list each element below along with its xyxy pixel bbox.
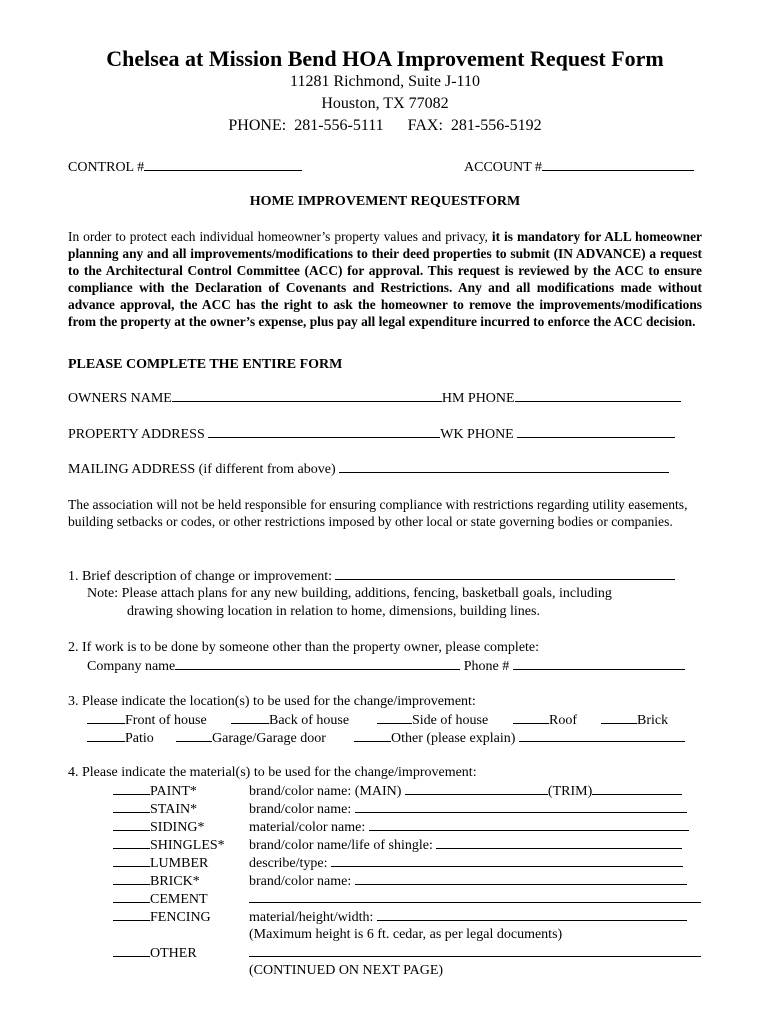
lumber-details [249,854,683,872]
lumber-desc-label: describe/type: [249,856,328,871]
location-front [87,711,207,729]
intro-text: In order to protect each individual homeowner’s property values and privacy, [68,229,492,244]
intro-mandatory-text: it is mandatory for ALL homeowner planning any and all improvements/modifications to their deed properties to submit (IN ADVANCE) a request to the Architectural Control Committee (ACC) for approval. This request is reviewed by the ACC to ensure compliance with the Declaration of Covenants and Restrictions. Any and all modifications made without advance approval, the ACC has the right to ask the homeowner to remove the improvements/modifications from the property at the owner’s expense, plus pay all legal expenditure incurred to enforce the ACC decision. [68,229,702,329]
roof-label: Roof [549,713,577,728]
paint-trim-input[interactable] [592,782,682,795]
form-title: Chelsea at Mission Bend HOA Improvement Request Form [106,46,664,71]
fencing-input[interactable] [377,908,687,921]
garage-label: Garage/Garage door [212,731,326,746]
question-3-text: 3. Please indicate the location(s) to be used for the change/improvement: [68,694,476,709]
brick-input[interactable] [355,872,687,885]
form-heading: HOME IMPROVEMENT REQUESTFORM [249,194,521,209]
fencing-note: (Maximum height is 6 ft. cedar, as per legal documents) [249,927,563,942]
brick-checkbox[interactable] [601,711,637,724]
location-brick [601,711,668,729]
other-location-input[interactable] [519,729,685,742]
mailing-address-field [68,460,669,478]
location-back [231,711,349,729]
paint-label: PAINT* [150,784,197,799]
siding-label: SIDING* [150,820,205,835]
location-other [354,729,685,747]
side-checkbox[interactable] [377,711,412,724]
address-line-1: 11281 Richmond, Suite J-110 [290,73,480,90]
intro-paragraph [68,228,702,330]
material-paint [113,782,197,800]
control-field [68,158,302,176]
company-name-label: Company name [87,659,176,674]
owners-name-input[interactable] [172,389,442,402]
address-line-2: Houston, TX 77082 [321,95,449,112]
back-checkbox[interactable] [231,711,269,724]
patio-checkbox[interactable] [87,729,125,742]
front-label: Front of house [125,713,207,728]
question-1 [68,567,675,585]
control-label: CONTROL # [68,160,145,175]
question-1-note-1: Note: Please attach plans for any new building, additions, fencing, basketball goals, including [87,586,612,601]
location-patio [87,729,154,747]
material-lumber [113,854,208,872]
location-side [377,711,488,729]
wk-phone-input[interactable] [517,425,675,438]
shingles-details [249,836,682,854]
question-1-note-2: drawing showing location in relation to home, dimensions, building lines. [127,604,540,619]
continued-note: (CONTINUED ON NEXT PAGE) [249,963,444,978]
account-field [464,158,694,176]
brick-label: Brick [637,713,669,728]
location-roof [513,711,577,729]
siding-checkbox[interactable] [113,818,150,831]
hm-phone-input[interactable] [515,389,681,402]
paint-checkbox[interactable] [113,782,150,795]
material-brick [113,872,200,890]
paint-details [249,782,682,800]
other-material-label: OTHER [150,946,197,961]
phone-fax-line: PHONE: 281-556-5111 FAX: 281-556-5192 [228,117,542,134]
question-4-text: 4. Please indicate the material(s) to be used for the change/improvement: [68,765,477,780]
stain-checkbox[interactable] [113,800,150,813]
company-name-input[interactable] [175,657,460,670]
other-location-label: Other (please explain) [391,731,516,746]
brick-desc-label: brand/color name: [249,874,352,889]
trim-label: (TRIM) [547,784,593,799]
material-shingles [113,836,225,854]
shingles-label: SHINGLES* [150,838,225,853]
property-address-label: PROPERTY ADDRESS [68,427,205,442]
brick-material-checkbox[interactable] [113,872,150,885]
lumber-checkbox[interactable] [113,854,150,867]
lumber-label: LUMBER [150,856,209,871]
property-address-input[interactable] [208,425,440,438]
back-label: Back of house [269,713,350,728]
stain-details [249,800,687,818]
location-garage [176,729,326,747]
other-material-input[interactable] [249,944,701,957]
stain-desc-label: brand/color name: [249,802,352,817]
brick-material-label: BRICK* [150,874,200,889]
account-input[interactable] [542,158,694,171]
other-material-details [249,944,701,962]
material-fencing [113,908,211,926]
cement-input[interactable] [249,890,701,903]
material-cement [113,890,208,908]
cement-checkbox[interactable] [113,890,150,903]
paint-desc-label: brand/color name: (MAIN) [249,784,402,799]
question-2-text: 2. If work is to be done by someone other than the property owner, please complete: [68,640,540,655]
stain-input[interactable] [355,800,687,813]
shingles-desc-label: brand/color name/life of shingle: [249,838,433,853]
paint-main-input[interactable] [405,782,548,795]
siding-details [249,818,689,836]
mailing-address-input[interactable] [339,460,669,473]
stain-label: STAIN* [150,802,198,817]
roof-checkbox[interactable] [513,711,549,724]
siding-input[interactable] [369,818,689,831]
property-address-field [68,425,675,443]
shingles-input[interactable] [436,836,682,849]
company-field [87,657,685,675]
other-material-checkbox[interactable] [113,944,150,957]
description-input[interactable] [335,567,675,580]
cement-details [249,890,701,908]
owners-name-field [68,389,681,407]
material-stain [113,800,197,818]
material-other [113,944,197,962]
siding-desc-label: material/color name: [249,820,366,835]
front-checkbox[interactable] [87,711,125,724]
company-phone-label: Phone # [463,659,510,674]
mailing-address-label: MAILING ADDRESS (if different from above) [68,462,336,477]
control-input[interactable] [144,158,302,171]
disclaimer-paragraph: The association will not be held responsible for ensuring compliance with restrictions regarding utility easements, building setbacks or codes, or other restrictions imposed by other local or state governing bodies or companies. [68,497,688,529]
lumber-input[interactable] [331,854,683,867]
brick-details [249,872,687,890]
company-phone-input[interactable] [513,657,685,670]
fencing-label: FENCING [150,910,211,925]
hm-phone-label: HM PHONE [441,391,515,406]
garage-checkbox[interactable] [176,729,212,742]
cement-label: CEMENT [150,892,208,907]
fencing-desc-label: material/height/width: [249,910,374,925]
question-1-text: 1. Brief description of change or improvement: [68,569,332,584]
fencing-checkbox[interactable] [113,908,150,921]
owners-name-label: OWNERS NAME [68,391,172,406]
complete-form-heading: PLEASE COMPLETE THE ENTIRE FORM [68,357,343,372]
wk-phone-label: WK PHONE [440,427,514,442]
account-label: ACCOUNT # [464,160,542,175]
side-label: Side of house [412,713,489,728]
fencing-details [249,908,687,926]
other-location-checkbox[interactable] [354,729,391,742]
patio-label: Patio [125,731,154,746]
shingles-checkbox[interactable] [113,836,150,849]
material-siding [113,818,204,836]
